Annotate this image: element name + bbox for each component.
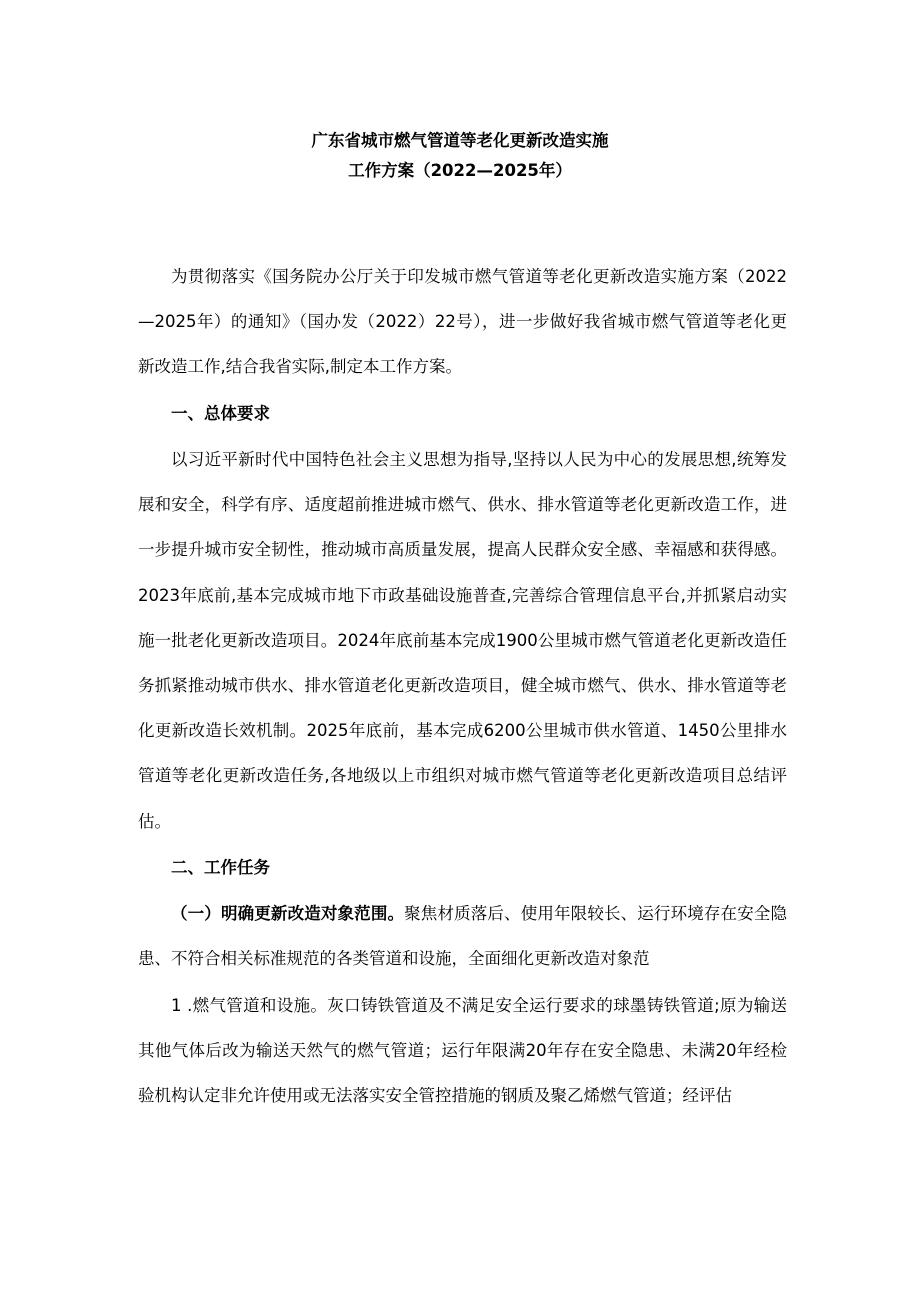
task-1-title: （一）明确更新改造对象范围。 bbox=[171, 904, 405, 924]
overall-requirements-paragraph: 以习近平新时代中国特色社会主义思想为指导,坚持以人民为中心的发展思想,统筹发展和安全，科学有序、适度超前推进城市燃气、供水、排水管道等老化更新改造工作，进一步提升城市安全韧性，推动城市高质量发展，提高人民群众安全感、幸福感和获得感。2023年底前,基本完成城市地下市政基础设施普查,完善综合管理信息平台,并抓紧启动实施一批老化更新改造项目。2024年底前基本完成1900公里城市燃气管道老化更新改造任务抓紧推动城市供水、排水管道老化更新改造项目，健全城市燃气、供水、排水管道等老化更新改造长效机制。2025年底前，基本完成6200公里城市供水管道、1450公里排水管道等老化更新改造任务,各地级以上市组织对城市燃气管道等老化更新改造项目总结评估。 bbox=[138, 450, 787, 831]
intro-paragraph: 为贯彻落实《国务院办公厅关于印发城市燃气管道等老化更新改造实施方案（2022—2025年）的通知》（国办发（2022）22号），进一步做好我省城市燃气管道等老化更新改造工作,结合我省实际,制定本工作方案。 bbox=[138, 267, 787, 377]
item-1-paragraph: 1 .燃气管道和设施。灰口铸铁管道及不满足安全运行要求的球墨铸铁管道;原为输送其他气体后改为输送天然气的燃气管道；运行年限满20年存在安全隐患、未满20年经检验机构认定非允许使用或无法落实安全管控措施的钢质及聚乙烯燃气管道；经评估 bbox=[138, 995, 787, 1106]
document-body bbox=[138, 254, 787, 1119]
document-title bbox=[0, 126, 920, 186]
title-line-2: 工作方案（2022—2025年） bbox=[348, 161, 572, 180]
section-heading-work-tasks: 二、工作任务 bbox=[171, 857, 270, 877]
task-1-paragraph bbox=[138, 891, 787, 981]
task-1-body: 聚焦材质落后、使用年限较长、运行环境存在安全隐患、不符合相关标准规范的各类管道和设施，全面细化更新改造对象范 bbox=[138, 904, 788, 969]
title-line-1: 广东省城市燃气管道等老化更新改造实施 bbox=[311, 131, 609, 150]
section-heading-overall-requirements: 一、总体要求 bbox=[171, 403, 270, 423]
